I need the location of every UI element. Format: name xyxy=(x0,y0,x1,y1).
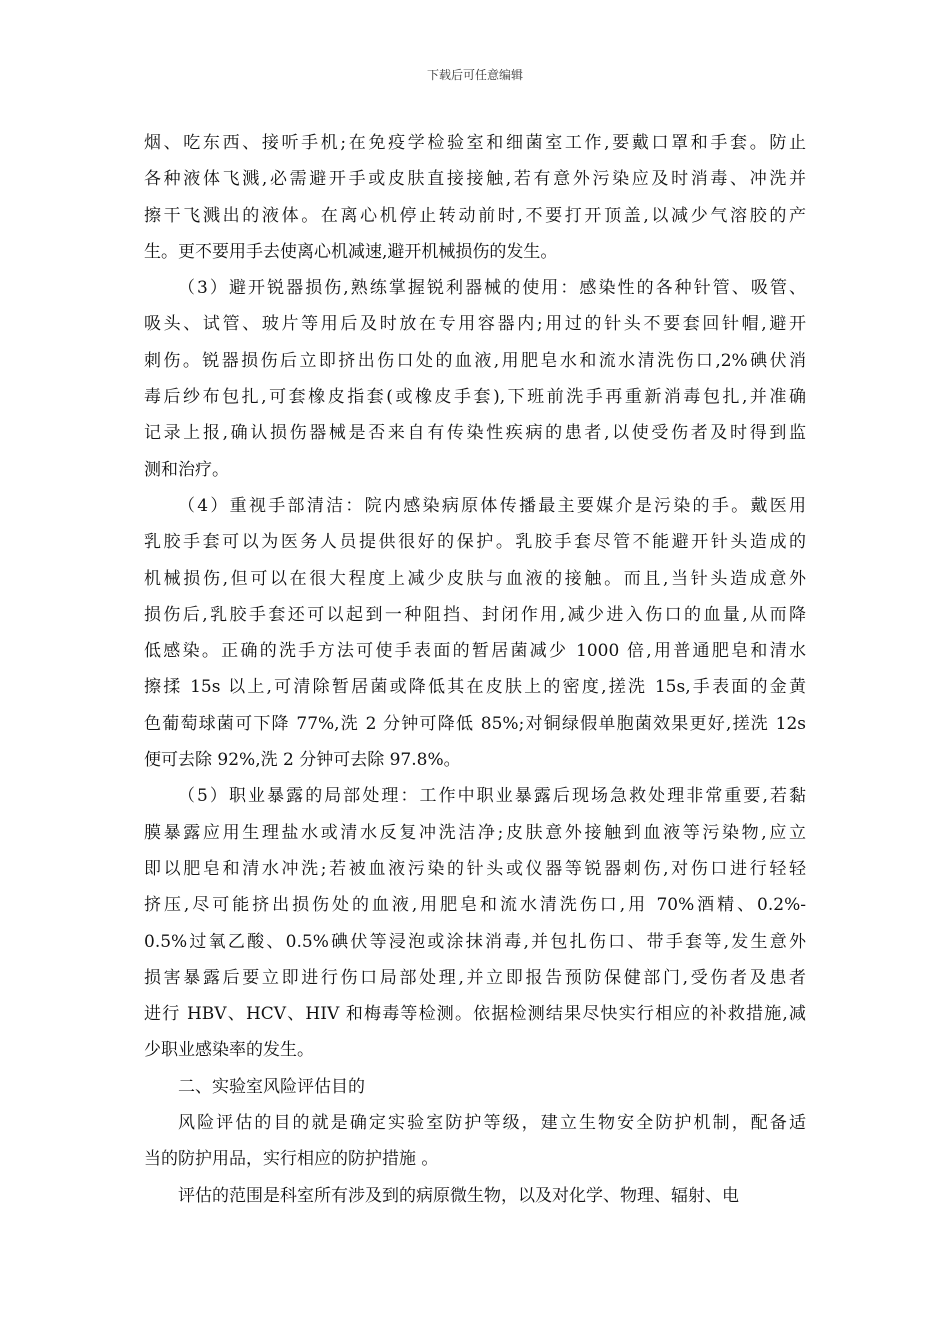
paragraph xyxy=(144,488,806,778)
text-line: 少职业感染率的发生。 xyxy=(144,1040,314,1061)
text-line: 烟、吃东西、接听手机;在免疫学检验室和细菌室工作,要戴口罩和手套。防止 xyxy=(144,133,806,153)
text-line: 损伤后,乳胶手套还可以起到一种阻挡、封闭作用,减少进入伤口的血量,从而降 xyxy=(144,604,806,625)
text-line: 即以肥皂和清水冲洗;若被血液污染的针头或仪器等锐器刺伤,对伤口进行轻轻 xyxy=(144,858,806,879)
paragraph xyxy=(144,125,806,270)
text-line: 色葡萄球菌可下降 77%,洗 2 分钟可降低 85%;对铜绿假单胞菌效果更好,搓洗 12s xyxy=(144,713,806,734)
text-line: 膜暴露应用生理盐水或清水反复冲洗洁净;皮肤意外接触到血液等污染物,应立 xyxy=(144,822,806,843)
text-line: 刺伤。锐器损伤后立即挤出伤口处的血液,用肥皂水和流水清洗伤口,2%碘伏消 xyxy=(144,350,806,371)
text-line: 0.5%过氧乙酸、0.5%碘伏等浸泡或涂抹消毒,并包扎伤口、带手套等,发生意外 xyxy=(144,931,806,952)
text-line: 生。更不要用手去使离心机减速,避开机械损伤的发生。 xyxy=(144,241,558,262)
text-line: 机械损伤,但可以在很大程度上减少皮肤与血液的接触。而且,当针头造成意外 xyxy=(144,568,806,589)
text-line: 吸头、试管、玻片等用后及时放在专用容器内;用过的针头不要套回针帽,避开 xyxy=(144,314,806,335)
text-line: 乳胶手套可以为医务人员提供很好的保护。乳胶手套尽管不能避开针头造成的 xyxy=(144,532,806,553)
text-line: 进行 HBV、HCV、HIV 和梅毒等检测。依据检测结果尽快实行相应的补救措施,减 xyxy=(144,1004,806,1025)
text-line: 二、实验室风险评估目的 xyxy=(178,1076,365,1097)
text-line: 记录上报,确认损伤器械是否来自有传染性疾病的患者,以使受伤者及时得到监 xyxy=(144,423,806,444)
text-line: 擦揉 15s 以上,可清除暂居菌或降低其在皮肤上的密度,搓洗 15s,手表面的金黄 xyxy=(144,677,806,698)
paragraph xyxy=(144,1069,806,1105)
text-line: 毒后纱布包扎,可套橡皮指套(或橡皮手套),下班前洗手再重新消毒包扎,并准确 xyxy=(144,387,806,408)
document-body xyxy=(144,125,806,1214)
text-line: 各种液体飞溅,必需避开手或皮肤直接接触,若有意外污染应及时消毒、冲洗并 xyxy=(144,169,806,190)
text-line: （4）重视手部清洁：院内感染病原体传播最主要媒介是污染的手。戴医用 xyxy=(178,495,806,516)
text-line: 风险评估的目的就是确定实验室防护等级，建立生物安全防护机制，配备适 xyxy=(178,1113,806,1134)
paragraph xyxy=(144,1178,806,1214)
text-line: 测和治疗。 xyxy=(144,459,229,480)
text-line: 挤压,尽可能挤出损伤处的血液,用肥皂和流水清洗伤口,用 70%酒精、0.2%- xyxy=(144,895,806,916)
text-line: 当的防护用品，实行相应的防护措施 。 xyxy=(144,1149,439,1170)
paragraph xyxy=(144,270,806,488)
paragraph xyxy=(144,778,806,1068)
text-line: 低感染。正确的洗手方法可使手表面的暂居菌减少 1000 倍,用普通肥皂和清水 xyxy=(144,641,806,662)
text-line: （3）避开锐器损伤,熟练掌握锐利器械的使用：感染性的各种针管、吸管、 xyxy=(178,278,806,299)
text-line: （5）职业暴露的局部处理：工作中职业暴露后现场急救处理非常重要,若黏 xyxy=(178,786,806,807)
text-line: 便可去除 92%,洗 2 分钟可去除 97.8%。 xyxy=(144,750,461,771)
paragraph xyxy=(144,1105,806,1178)
text-line: 损害暴露后要立即进行伤口局部处理,并立即报告预防保健部门,受伤者及患者 xyxy=(144,967,806,988)
text-line: 评估的范围是科室所有涉及到的病原微生物，以及对化学、物理、辐射、电 xyxy=(178,1185,739,1206)
page-header: 下载后可任意编辑 xyxy=(426,68,523,82)
text-line: 擦干飞溅出的液体。在离心机停止转动前时,不要打开顶盖,以减少气溶胶的产 xyxy=(144,205,806,226)
